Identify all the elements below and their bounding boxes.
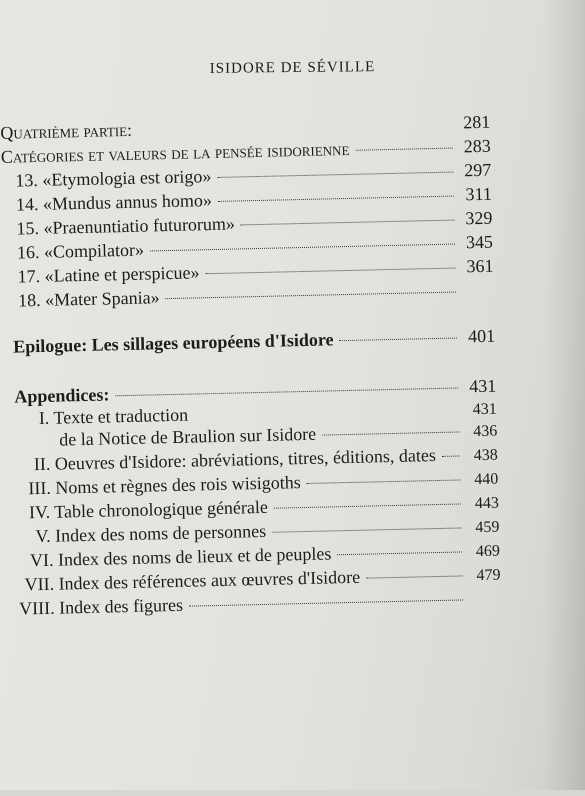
- toc-page-number: [471, 604, 501, 605]
- toc-page-number: 329: [465, 207, 493, 229]
- toc-page-number: 361: [466, 255, 494, 277]
- toc-categories-title: Catégories et valeurs de la pensée isidorienne: [0, 138, 350, 167]
- toc-page-number: 401: [467, 325, 496, 347]
- dot-leader: [339, 337, 457, 342]
- toc-appendix-title: VIII. Index des figures: [18, 594, 184, 619]
- toc-page-number: 440: [474, 470, 499, 489]
- running-head: ISIDORE DE SÉVILLE: [209, 59, 376, 77]
- toc-chapter-title: 18. «Mater Spania»: [17, 287, 160, 311]
- toc-chapter-title: 16. «Compilator»: [16, 239, 145, 263]
- toc-page-number: 479: [476, 566, 501, 585]
- toc-part-title: Quatrième partie:: [0, 119, 133, 143]
- toc-page-number: 281: [462, 111, 491, 133]
- toc-chapter-title: 17. «Latine et perspicue»: [17, 262, 200, 287]
- toc-page-number: 443: [474, 494, 500, 513]
- toc-appendix-title: III. Noms et règnes des rois wisigoths: [28, 472, 302, 499]
- toc-appendices-title: Appendices:: [14, 384, 110, 407]
- dot-leader: [150, 243, 455, 252]
- dot-leader: [272, 526, 461, 532]
- toc-appendix-title: VII. Index des références aux œuvres d'Isidore: [24, 566, 361, 595]
- toc-chapter-title: 15. «Praenuntiatio futurorum»: [16, 213, 236, 239]
- toc-page-number: 431: [468, 375, 497, 397]
- toc-page-number: 436: [473, 422, 498, 441]
- toc-page-number: 431: [472, 400, 497, 419]
- toc-page-number: [464, 296, 494, 297]
- dot-leader: [241, 219, 455, 226]
- toc-page-number: 297: [464, 159, 492, 181]
- dot-leader: [322, 430, 459, 435]
- toc-appendix-title: de la Notice de Braulion sur Isidore: [59, 423, 317, 450]
- toc-appendix-title: V. Index des noms de personnes: [35, 520, 267, 547]
- dot-leader: [307, 478, 461, 483]
- toc-page-number: 438: [473, 446, 498, 465]
- dot-leader: [218, 195, 454, 202]
- dot-leader: [274, 502, 461, 508]
- toc-page-number: 311: [465, 183, 493, 205]
- toc-appendix-title: II. Oeuvres d'Isidore: abréviations, titres, éditions, dates: [33, 445, 437, 475]
- toc-chapter-title: 14. «Mundus annus homo»: [15, 190, 213, 215]
- toc-appendix-title: I. Texte et traduction: [38, 404, 189, 429]
- toc-epilogue-title: Epilogue: Les sillages européens d'Isidore: [12, 329, 334, 357]
- dot-leader: [366, 574, 462, 578]
- dot-leader: [217, 171, 453, 178]
- dot-leader: [115, 387, 458, 397]
- toc-page-number: 459: [475, 518, 500, 537]
- toc-epilogue-entry: [13, 325, 495, 358]
- toc-page-number: 345: [465, 231, 494, 253]
- dot-leader: [189, 598, 463, 606]
- toc-page-number: 469: [475, 542, 501, 561]
- dot-leader: [337, 550, 462, 555]
- dot-leader: [355, 147, 452, 151]
- dot-leader: [166, 291, 457, 300]
- toc-chapter-title: 13. «Etymologia est origo»: [15, 166, 212, 191]
- toc-appendix-title: VI. Index des noms de lieux et de peuples: [29, 543, 332, 571]
- dot-leader: [442, 454, 460, 456]
- dot-leader: [205, 267, 455, 275]
- toc-appendix-title: IV. Table chronologique générale: [28, 496, 269, 523]
- toc-page-number: 283: [463, 135, 491, 157]
